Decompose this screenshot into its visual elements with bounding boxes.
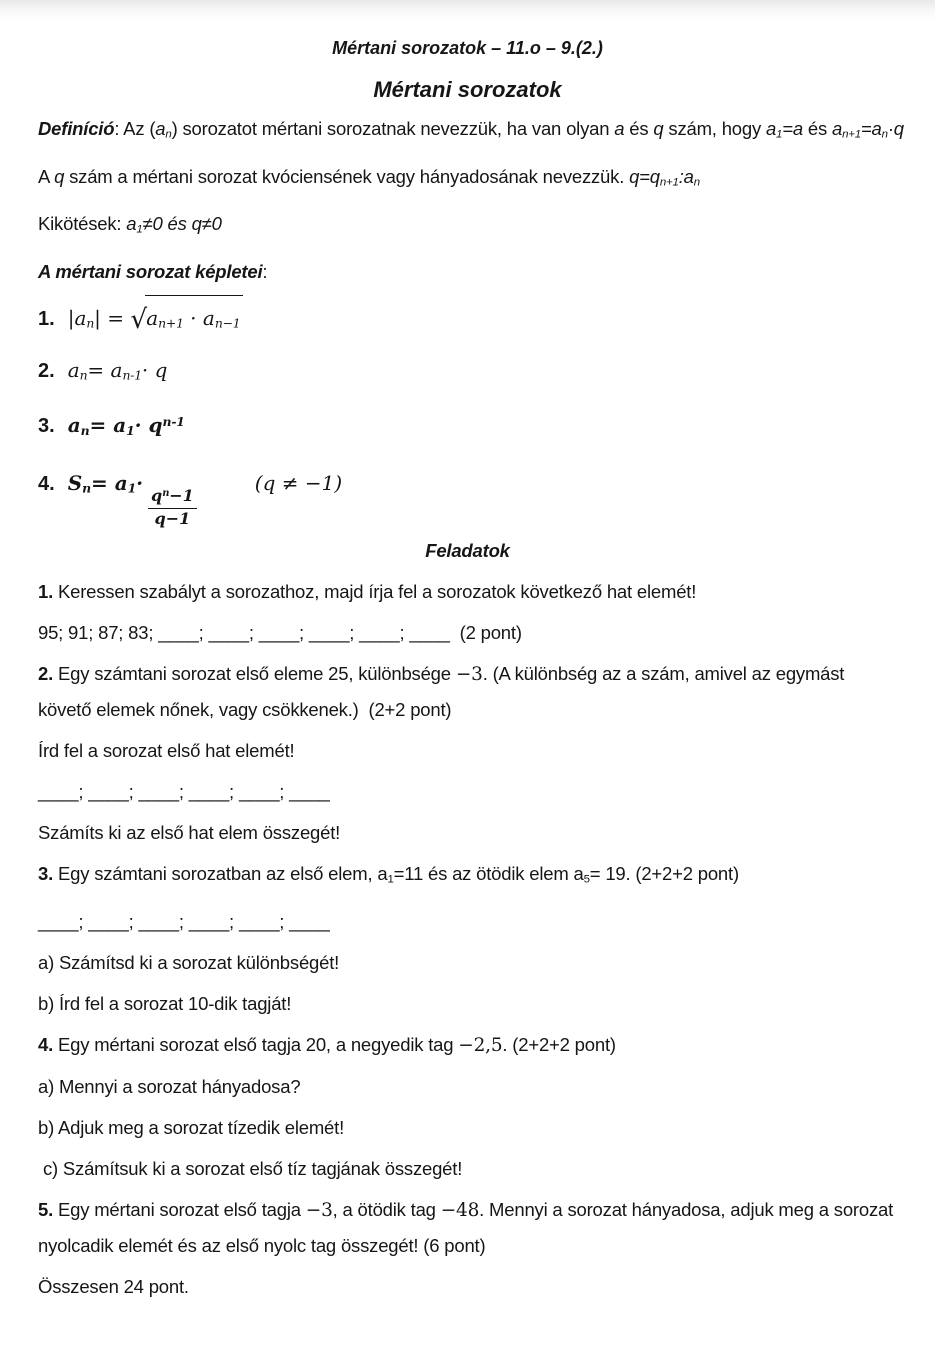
- quotient-paragraph: A q szám a mértani sorozat kvóciensének vagy hányadosának nevezzük. $q=q_{n+1}:a_n$: [38, 165, 700, 189]
- document-page: [0, 22, 935, 1304]
- definition-paragraph: Definíció: Az $(a_n)$ sorozatot mértani sorozatnak nevezzük, ha van olyan a és q szám, hogy $a_1=a$ és $a_{n+1}=a_n\cdot q$: [38, 118, 904, 141]
- formula-3: 3. $a_n= a_1\cdot q^{n-1}$: [38, 413, 185, 438]
- task-5: 5. Egy mértani sorozat első tagja −3, a ötödik tag −48. Mennyi a sorozat hányadosa, adjuk meg a sorozat nyolcadik elemét és az első nyolc tag összegét! (6 pont): [38, 1198, 894, 1256]
- task-2: 2. Egy számtani sorozat első eleme 25, különbsége −3. (A különbség az a szám, amivel az egymást követő elemek nőnek, vagy csökkenek.) (2+2 pont): [38, 663, 845, 721]
- main-heading: Mértani sorozatok: [373, 77, 562, 102]
- task-2-blanks: ____; ____; ____; ____; ____; ____: [38, 781, 330, 803]
- task-4c: c) Számítsuk ki a sorozat első tíz tagjának összegét!: [38, 1157, 463, 1179]
- tasks-heading: Feladatok: [425, 540, 510, 562]
- task-3: 3. Egy számtani sorozatban az első elem, $a_1=11$ és az ötödik elem $a_5= 19$. (2+2+2 pont): [38, 863, 739, 886]
- formula-2: 2. $a_n= a_{n-1}\cdot q$: [38, 358, 168, 383]
- doc-title: Mértani sorozatok – 11.o – 9.(2.): [332, 38, 603, 58]
- formula-1: 1. $|a_n| = √a_{n+1} \cdot a_{n-1}$: [38, 295, 897, 346]
- task-3a: a) Számítsd ki a sorozat különbségét!: [38, 951, 340, 973]
- task-2-instruction: Írd fel a sorozat első hat elemét!: [38, 740, 295, 762]
- page-top-shadow: [0, 0, 935, 22]
- task-1: 1. Keressen szabályt a sorozathoz, majd írja fel a sorozatok következő hat elemét!: [38, 581, 697, 603]
- task-2-sum-instruction: Számíts ki az első hat elem összegét!: [38, 822, 341, 844]
- formulas-heading: A mértani sorozat képletei:: [38, 260, 268, 282]
- formula-4: 4. $S_n= a_1\cdot$ $\frac{q^n-1}{q-1}$ (q ≠ −1): [38, 470, 343, 528]
- task-1-sequence-blanks: 95; 91; 87; 83; ____; ____; ____; ____; ____; ____ (2 pont): [38, 622, 522, 644]
- task-4a: a) Mennyi a sorozat hányadosa?: [38, 1075, 301, 1097]
- task-3b: b) Írd fel a sorozat 10-dik tagját!: [38, 992, 292, 1014]
- total-points: Összesen 24 pont.: [38, 1275, 189, 1297]
- task-4: 4. Egy mértani sorozat első tagja 20, a negyedik tag −2,5. (2+2+2 pont): [38, 1033, 616, 1056]
- conditions-paragraph: Kikötések: $a_1\ne 0$ és q≠0: [38, 213, 222, 236]
- task-4b: b) Adjuk meg a sorozat tízedik elemét!: [38, 1116, 345, 1138]
- task-3-blanks: ____; ____; ____; ____; ____; ____: [38, 910, 330, 932]
